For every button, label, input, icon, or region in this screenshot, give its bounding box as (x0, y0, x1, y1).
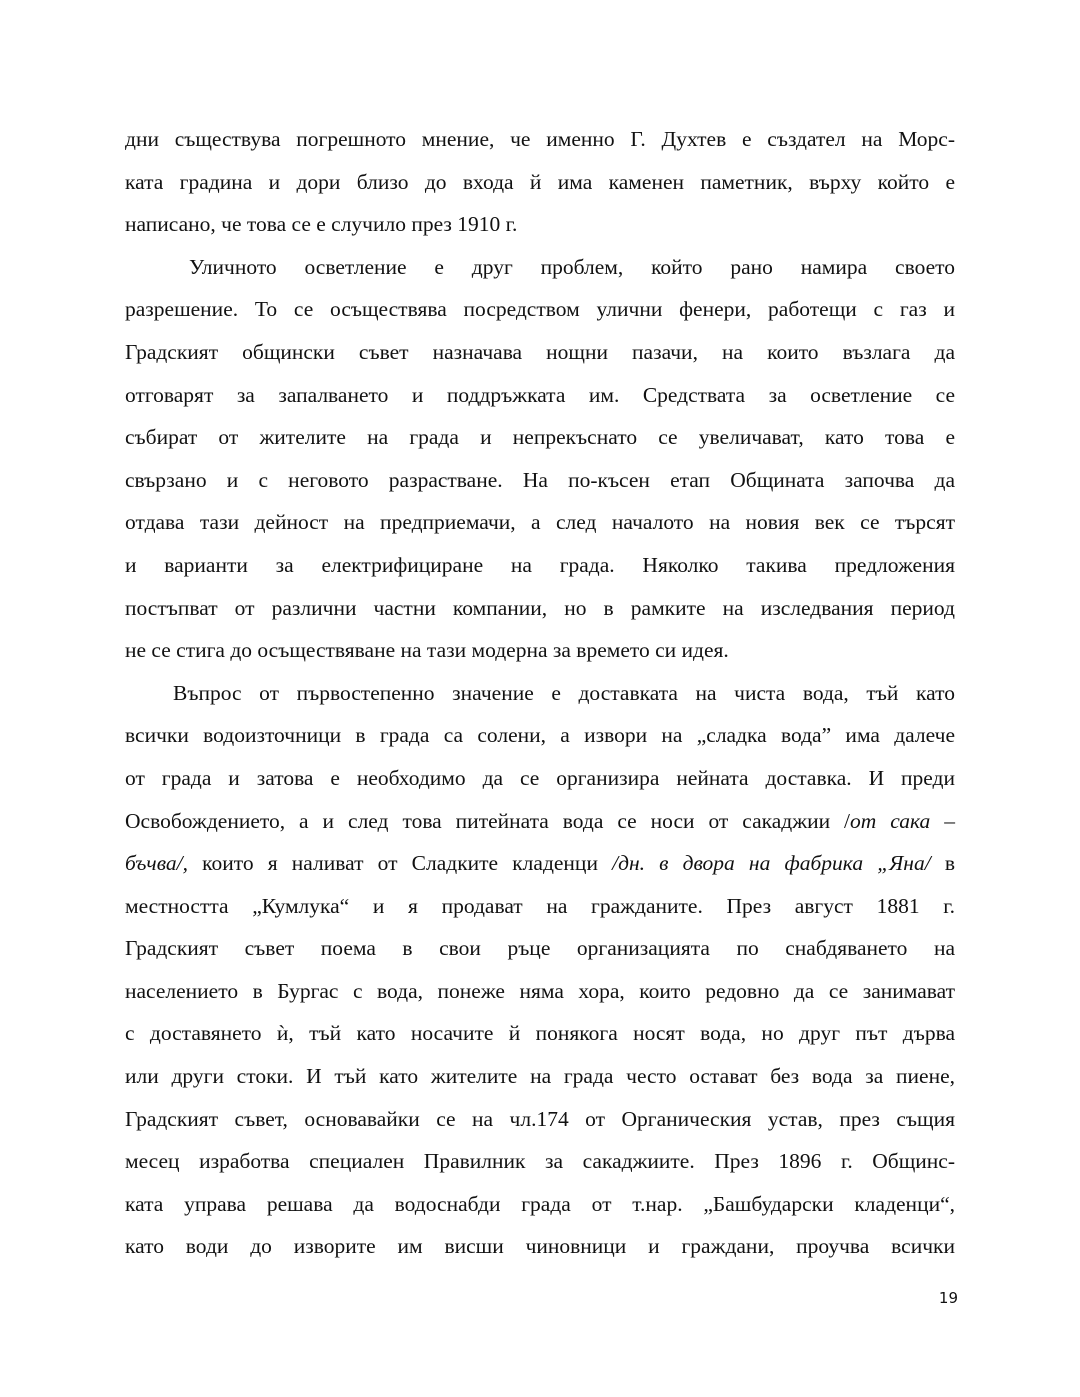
text-run: Освобождението, а и след това питейната вода се носи от сакаджии / (125, 808, 851, 833)
text-line: постъпват от различни частни компании, но в рамките на изследвания период (125, 595, 955, 620)
text-line: месец изработва специален Правилник за сакаджиите. През 1896 г. Общинс- (125, 1149, 955, 1174)
text-line (125, 800, 955, 843)
text-line (125, 842, 955, 885)
text-run: които я наливат от Сладките кладенци (187, 851, 613, 876)
text-line: като води до изворите им висши чиновници и граждани, проучва всички (125, 1234, 955, 1259)
italic-run: от сака – (850, 808, 955, 833)
text-line: написано, че това се е случило през 1910 г. (125, 212, 518, 237)
text-line: Градският съвет поема в свои ръце организацията по снабдяването на (125, 936, 955, 961)
italic-run: /дн. в двора на фабрика „Яна/ (612, 851, 931, 876)
text-line: отговарят за запалването и поддръжката им. Средствата за осветление се (125, 382, 955, 407)
text-line: ката управа решава да водоснабди града от т.нар. „Башбударски кладенци“, (125, 1191, 955, 1216)
text-line: не се стига до осъществяване на тази модерна за времето си идея. (125, 638, 729, 663)
text-line: всички водоизточници в града са солени, а извори на „сладка вода” има далече (125, 723, 955, 748)
italic-run: бъчва/, (125, 851, 188, 876)
text-line: и варианти за електрифициране на града. Няколко такива предложения (125, 552, 955, 577)
text-line: дни съществува погрешното мнение, че именно Г. Духтев е създател на Морс- (125, 127, 955, 151)
text-line: събират от жителите на града и непрекъснато се увеличават, като това е (125, 425, 955, 450)
text-line: населението в Бургас с вода, понеже няма хора, които редовно да се занимават (125, 978, 955, 1003)
text-line: разрешение. То се осъществява посредством улични фенери, работещи с газ и (125, 297, 955, 322)
page-number: 19 (938, 1289, 958, 1307)
document-body (125, 118, 955, 1268)
text-run: в (930, 851, 955, 876)
text-line: отдава тази дейност на предприемачи, а след началото на новия век се търсят (125, 510, 955, 535)
text-line: свързано и с неговото разрастване. На по-късен етап Общината започва да (125, 467, 955, 492)
text-line: или други стоки. И тъй като жителите на града често остават без вода за пиене, (125, 1064, 955, 1089)
text-line: ката градина и дори близо до входа й има каменен паметник, върху който е (125, 169, 955, 194)
text-line: Градският съвет, основавайки се на чл.174 от Органическия устав, през същия (125, 1106, 955, 1131)
text-line: от града и затова е необходимо да се организира нейната доставка. И преди (125, 765, 955, 790)
text-line: местността „Кумлука“ и я продават на гражданите. През август 1881 г. (125, 893, 955, 918)
text-line: Въпрос от първостепенно значение е доставката на чиста вода, тъй като (173, 680, 955, 705)
text-line: Уличното осветление е друг проблем, който рано намира своето (189, 254, 955, 279)
text-line: Градският общински съвет назначава нощни пазачи, на които възлага да (125, 339, 955, 364)
text-line: с доставянето ѝ, тъй като носачите й понякога носят вода, но друг път дърва (125, 1021, 955, 1046)
